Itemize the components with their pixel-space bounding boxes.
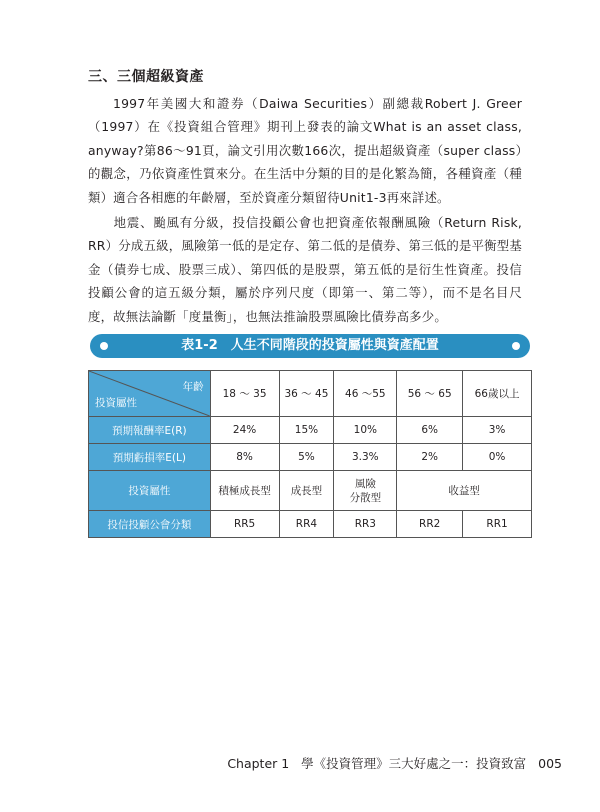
loss-cell-1: 8% xyxy=(210,444,279,471)
type-growth-cell: 成長型 xyxy=(279,471,334,511)
loss-cell-5: 0% xyxy=(463,444,532,471)
return-cell-3: 10% xyxy=(334,417,397,444)
corner-header-cell xyxy=(89,371,211,417)
age-header-5: 66歲以上 xyxy=(463,371,532,417)
return-cell-4: 6% xyxy=(397,417,463,444)
table-row-rr xyxy=(89,511,532,538)
type-income-cell: 收益型 xyxy=(397,471,532,511)
rr-cell-2: RR4 xyxy=(279,511,334,538)
page-number: 005 xyxy=(538,756,562,771)
table-row-return xyxy=(89,417,532,444)
row-label-loss: 預期虧損率E(L) xyxy=(89,444,211,471)
type-aggressive-cell: 積極成長型 xyxy=(210,471,279,511)
loss-cell-2: 5% xyxy=(279,444,334,471)
rr-cell-4: RR2 xyxy=(397,511,463,538)
return-cell-1: 24% xyxy=(210,417,279,444)
paragraph-1-text: 1997年美國大和證券（Daiwa Securities）副總裁Robert J. Greer（1997）在《投資組合管理》期刊上發表的論文What is an asset class, anyway?第86～91頁，論文引用次數166次，提出超級資產（super class）的觀念，乃依資產性質來分。在生活中分類的目的是化繁為簡，各種資產（種類）適合各相應的年齡層，至於資產分類留待Unit1-3再來詳述。 xyxy=(88,96,522,205)
table-caption xyxy=(88,334,532,358)
age-header-4: 56 ～ 65 xyxy=(397,371,463,417)
rr-cell-3: RR3 xyxy=(334,511,397,538)
table-header-row xyxy=(89,371,532,417)
paragraph-2-text: 地震、颱風有分級，投信投顧公會也把資產依報酬風險（Return Risk, RR）分成五級，風險第一低的是定存、第二低的是債券、第三低的是平衡型基金（債券七成、股票三成）、第四低的是股票，第五低的是衍生性資產。投信投顧公會的這五級分類，屬於序列尺度（即第一、第二等），而不是名目尺度，故無法論斷「度量衡」，也無法推論股票風險比債券高多少。 xyxy=(88,215,522,324)
section-title: 三、三個超級資產 xyxy=(88,69,204,85)
paragraph-2 xyxy=(88,211,522,328)
table-row-loss xyxy=(89,444,532,471)
type-balanced-line2: 分散型 xyxy=(349,491,382,504)
loss-cell-4: 2% xyxy=(397,444,463,471)
return-cell-5: 3% xyxy=(463,417,532,444)
corner-type-label: 投資屬性 xyxy=(95,397,137,409)
row-label-type: 投資屬性 xyxy=(89,471,211,511)
page-footer xyxy=(227,754,562,772)
table-row-type xyxy=(89,471,532,511)
rr-cell-5: RR1 xyxy=(463,511,532,538)
type-balanced-cell xyxy=(334,471,397,511)
loss-cell-3: 3.3% xyxy=(334,444,397,471)
age-header-3: 46 ～55 xyxy=(334,371,397,417)
type-balanced-text xyxy=(350,477,382,505)
table-caption-text: 表1-2 人生不同階段的投資屬性與資產配置 xyxy=(181,338,439,353)
footer-chapter: Chapter 1 xyxy=(227,756,290,771)
allocation-table xyxy=(88,370,532,538)
row-label-return: 預期報酬率E(R) xyxy=(89,417,211,444)
row-label-rr: 投信投顧公會分類 xyxy=(89,511,211,538)
rr-cell-1: RR5 xyxy=(210,511,279,538)
age-header-1: 18 ～ 35 xyxy=(210,371,279,417)
corner-age-label: 年齡 xyxy=(182,381,204,393)
age-header-2: 36 ～ 45 xyxy=(279,371,334,417)
return-cell-2: 15% xyxy=(279,417,334,444)
type-balanced-line1: 風險 xyxy=(354,477,376,490)
footer-title: 學《投資管理》三大好處之一：投資致富 xyxy=(301,756,527,771)
paragraph-1 xyxy=(88,92,522,209)
